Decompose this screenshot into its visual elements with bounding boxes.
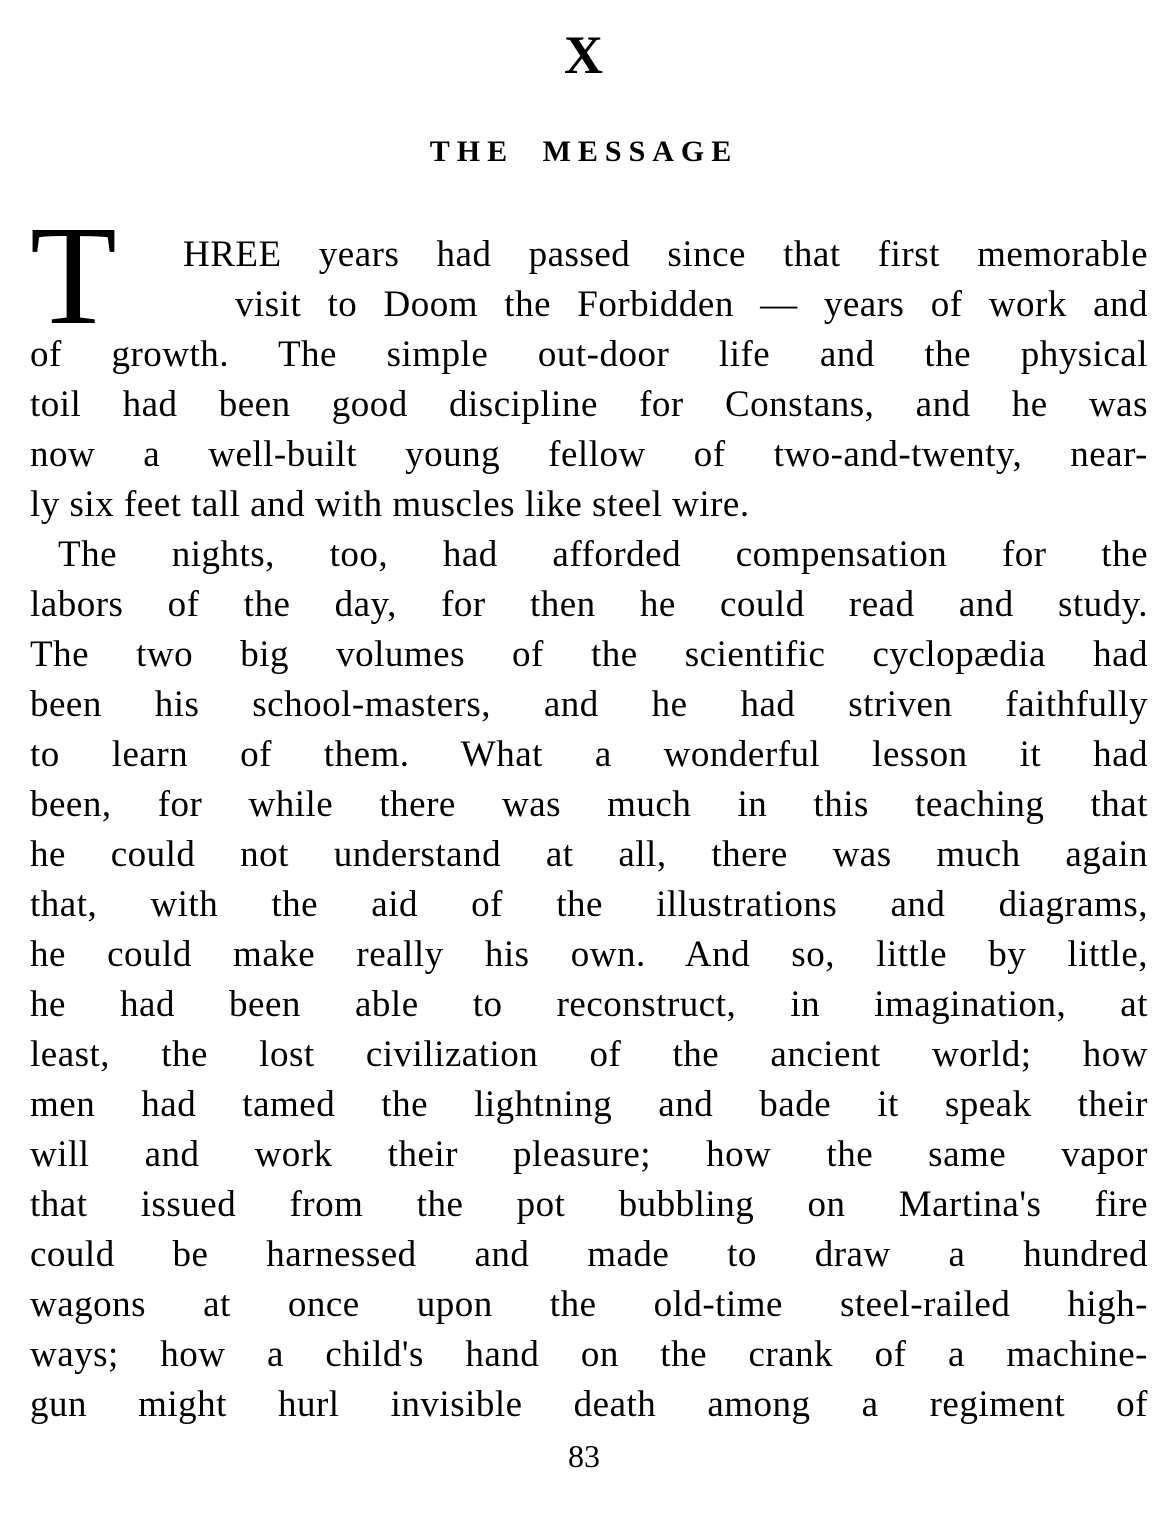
- text-line: toil had been good discipline for Constans, and he was: [30, 384, 1148, 425]
- text-line: he had been able to reconstruct, in imagination, at: [30, 984, 1148, 1025]
- text-line: he could make really his own. And so, little by little,: [30, 934, 1148, 975]
- paragraph: [30, 530, 1148, 1430]
- text-line: least, the lost civilization of the ancient world; how: [30, 1034, 1148, 1075]
- text-line: men had tamed the lightning and bade it speak their: [30, 1084, 1148, 1125]
- text-line: ways; how a child's hand on the crank of a machine-: [30, 1334, 1148, 1375]
- page-number: 83: [568, 1438, 600, 1474]
- drop-cap: T: [30, 196, 117, 354]
- text-line: that issued from the pot bubbling on Martina's fire: [30, 1184, 1148, 1225]
- chapter-title: THE MESSAGE: [429, 135, 739, 168]
- text-line: HREE years had passed since that first memorable: [183, 234, 1148, 275]
- text-line: now a well-built young fellow of two-and-twenty, near-: [30, 434, 1148, 475]
- text-line: The two big volumes of the scientific cyclopædia had: [30, 634, 1148, 675]
- text-line: that, with the aid of the illustrations and diagrams,: [30, 884, 1148, 925]
- text-line: gun might hurl invisible death among a regiment of: [30, 1384, 1148, 1425]
- text-line: visit to Doom the Forbidden — years of work and: [235, 284, 1148, 325]
- text-line: wagons at once upon the old-time steel-railed high-: [30, 1284, 1148, 1325]
- text-line: will and work their pleasure; how the same vapor: [30, 1134, 1148, 1175]
- text-line: been, for while there was much in this teaching that: [30, 784, 1148, 825]
- text-line: ly six feet tall and with muscles like steel wire.: [30, 484, 750, 525]
- text-line: could be harnessed and made to draw a hundred: [30, 1234, 1148, 1275]
- text-line: he could not understand at all, there was much again: [30, 834, 1148, 875]
- chapter-number: X: [564, 25, 604, 85]
- text-line: been his school-masters, and he had striven faithfully: [30, 684, 1148, 725]
- paragraph: [30, 196, 1148, 530]
- text-line: of growth. The simple out-door life and the physical: [30, 334, 1148, 375]
- text-line: to learn of them. What a wonderful lesson it had: [30, 734, 1148, 775]
- text-line: labors of the day, for then he could read and study.: [30, 584, 1148, 625]
- text-line: The nights, too, had afforded compensation for the: [58, 534, 1148, 575]
- text-block: [30, 196, 1148, 1430]
